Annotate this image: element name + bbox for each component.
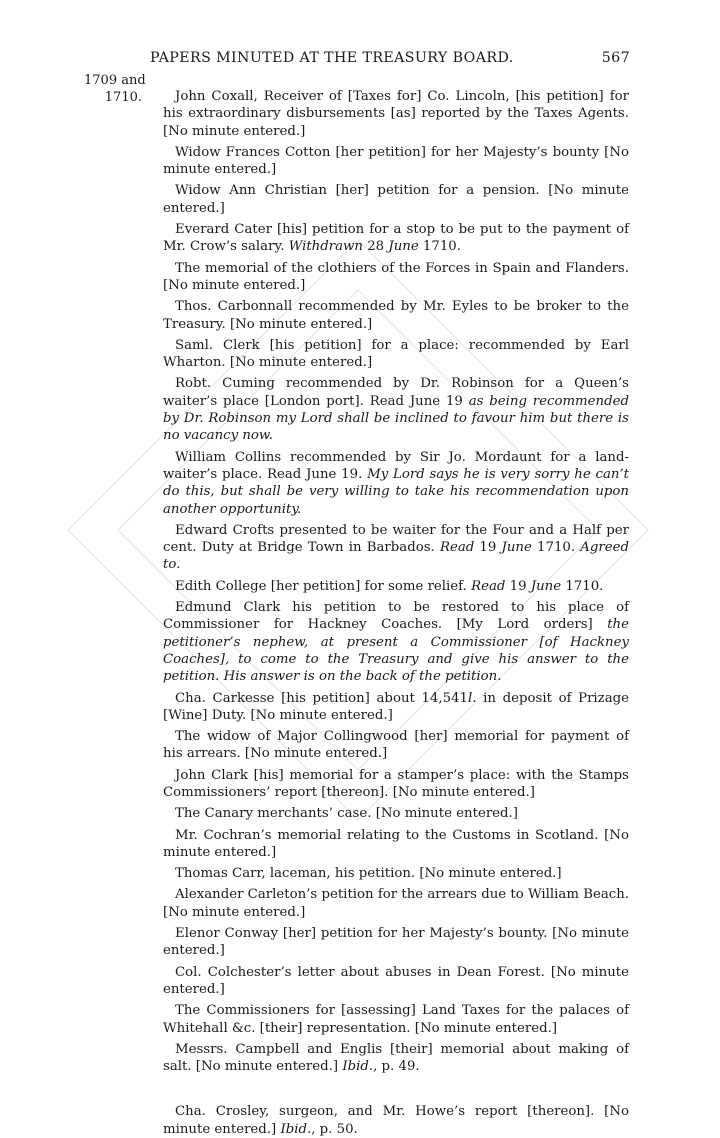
year-line-2: 1710.	[104, 90, 142, 105]
entry-text: Saml. Clerk [his petition] for a place: recommended by Earl Wharton. [No minute entered.]	[163, 337, 629, 371]
entry-italic-text: Read	[471, 578, 506, 594]
entry-text: in deposit of Prizage [Wine] Duty. [No minute entered.]	[163, 690, 629, 723]
entry-paragraph	[163, 865, 629, 882]
entry-text: 28	[363, 239, 389, 255]
entry-paragraph	[163, 805, 629, 822]
entry-paragraph	[163, 1103, 629, 1138]
entry-text: Everard Cater [his] petition for a stop to be put to the payment of Mr. Crow’s salary.	[163, 222, 629, 255]
entry-italic-text: Withdrawn	[288, 239, 363, 255]
entry-paragraph	[163, 578, 629, 595]
entry-text: Edmund Clark his petition to be restored to his place of Commissioner for Hackney Coaches. [My Lord orders]	[163, 600, 629, 633]
entry-text: Elenor Conway [her] petition for her Majesty’s bounty. [No minute entered.]	[163, 926, 629, 959]
entries-list	[163, 88, 629, 1138]
entry-italic-text: Ibid.	[280, 1121, 312, 1137]
entry-text: John Clark [his] memorial for a stamper’s place: with the Stamps Commissioners’ report [thereon]. [No minute entered.]	[163, 767, 629, 800]
page-title: PAPERS MINUTED AT THE TREASURY BOARD.	[150, 50, 514, 66]
entry-text: Widow Ann Christian [her] petition for a pension. [No minute entered.]	[163, 183, 629, 216]
entry-italic-text: June	[501, 540, 532, 556]
entry-paragraph	[163, 449, 629, 518]
entry-text: Thomas Carr, laceman, his petition. [No minute entered.]	[175, 866, 562, 882]
year-line-1: 1709 and	[84, 73, 146, 88]
entry-paragraph	[163, 886, 629, 921]
page-number: 567	[601, 50, 630, 66]
entry-italic-text: l.	[468, 690, 477, 706]
entry-paragraph	[163, 298, 629, 333]
entry-paragraph	[163, 144, 629, 179]
entry-paragraph	[163, 1002, 629, 1037]
entry-text: 19	[474, 540, 502, 556]
entry-text: Widow Frances Cotton [her petition] for her Majesty’s bounty [No minute entered.]	[163, 144, 629, 178]
entry-text: Edward Crofts presented to be waiter for the Four and a Half per cent. Duty at Bridge Town in Barbados.	[163, 522, 629, 556]
entry-text: The Canary merchants’ case. [No minute entered.]	[175, 806, 518, 822]
entry-text: Edith College [her petition] for some relief.	[175, 578, 472, 594]
entry-text: Col. Colchester’s letter about abuses in Dean Forest. [No minute entered.]	[163, 964, 629, 997]
entry-text: Alexander Carleton’s petition for the arrears due to William Beach. [No minute entered.]	[163, 887, 629, 920]
entry-paragraph	[163, 260, 629, 295]
entry-text: 19	[505, 578, 531, 594]
entry-italic-text: My Lord says he is very sorry he can’t do this, but shall be very willing to take his recommendation upon another opportunity.	[163, 466, 630, 517]
entry-italic-text: as being recommended by Dr. Robinson my Lord shall be inclined to favour him but there is no vacancy now.	[163, 393, 629, 444]
entry-text: Robt. Cuming recommended by Dr. Robinson for a Queen’s waiter’s place [London port]. Read June 19	[163, 376, 629, 409]
entry-paragraph	[163, 728, 629, 763]
entry-paragraph	[163, 1041, 629, 1076]
entry-text: 1710.	[531, 540, 581, 556]
entry-text: Messrs. Campbell and Englis [their] memorial about making of salt. [No minute entered.]	[163, 1041, 629, 1075]
entry-italic-text: Agreed to.	[163, 540, 629, 573]
entry-paragraph	[163, 375, 629, 444]
entry-paragraph	[163, 767, 629, 802]
entry-text: William Collins recommended by Sir Jo. Mordaunt for a land-waiter’s place. Read June 19.	[163, 449, 629, 482]
entry-text: The Commissioners for [assessing] Land Taxes for the palaces of Whitehall &c. [their] representation. [No minute entered.]	[163, 1003, 629, 1036]
entry-italic-text: June	[388, 239, 419, 255]
entry-text: , p. 49.	[373, 1059, 420, 1075]
entry-italic-text: Read	[439, 540, 475, 556]
entry-paragraph	[163, 221, 629, 256]
entry-text: , p. 50.	[311, 1121, 358, 1137]
entry-paragraph	[163, 599, 629, 685]
entry-paragraph	[163, 337, 629, 372]
entry-paragraph	[163, 964, 629, 999]
entry-text: The memorial of the clothiers of the Forces in Spain and Flanders. [No minute entered.]	[163, 260, 629, 293]
entry-italic-text: Ibid.	[342, 1059, 374, 1075]
entry-text: 1710.	[418, 239, 461, 255]
entry-text: Cha. Carkesse [his petition] about 14,541	[175, 690, 469, 706]
entry-text: Mr. Cochran’s memorial relating to the Customs in Scotland. [No minute entered.]	[163, 827, 629, 860]
entry-paragraph	[163, 182, 629, 217]
entry-italic-text: the petitioner’s nephew, at present a Commissioner [of Hackney Coaches], to come to the Treasury and give his answer to the petition. His answer is on the back of the petition.	[163, 617, 629, 685]
entry-paragraph	[163, 522, 629, 574]
entry-text: 1710.	[561, 578, 604, 594]
margin-year-note	[84, 72, 144, 106]
entry-paragraph	[163, 690, 629, 725]
entry-text: Thos. Carbonnall recommended by Mr. Eyles to be broker to the Treasury. [No minute entered.]	[163, 299, 629, 332]
entry-text: The widow of Major Collingwood [her] memorial for payment of his arrears. [No minute entered.]	[163, 729, 629, 762]
entry-text: Cha. Crosley, surgeon, and Mr. Howe’s report [thereon]. [No minute entered.]	[163, 1104, 629, 1137]
entry-paragraph	[163, 88, 629, 140]
entry-paragraph	[163, 925, 629, 960]
entry-text: John Coxall, Receiver of [Taxes for] Co. Lincoln, [his petition] for his extraordinary disbursements [as] reported by the Taxes Agents. [No minute entered.]	[163, 89, 629, 139]
entry-italic-text: June	[530, 578, 562, 594]
entry-paragraph	[163, 827, 629, 862]
